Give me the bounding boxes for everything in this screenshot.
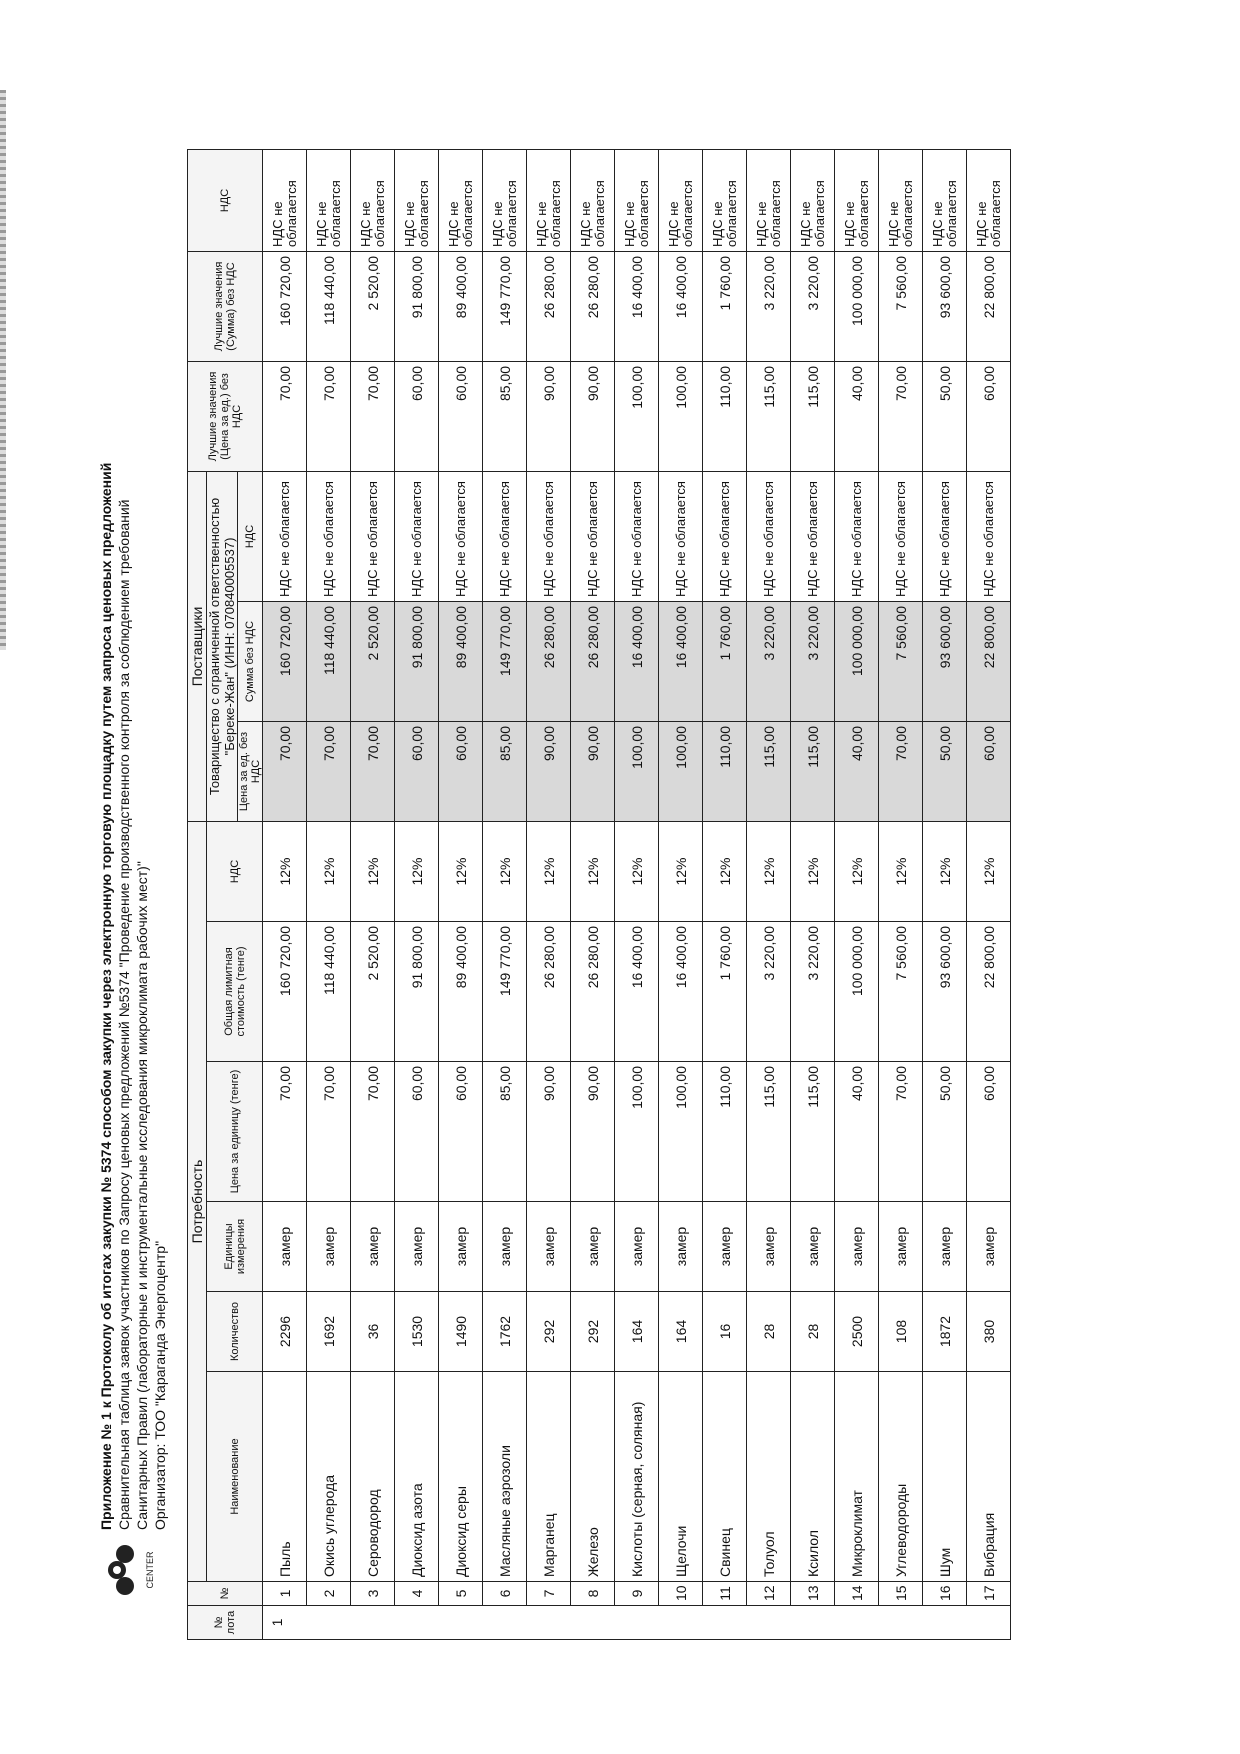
cell-unit: замер: [923, 1202, 967, 1292]
cell-name: Сероводород: [351, 1372, 395, 1582]
cell-sup-sum: 2 520,00: [351, 602, 395, 722]
cell-sup-price: 40,00: [835, 722, 879, 822]
cell-best-sum: 160 720,00: [263, 251, 307, 361]
cell-best-price: 90,00: [527, 361, 571, 471]
cell-best-sum: 3 220,00: [747, 251, 791, 361]
scan-edge-artifact: [0, 90, 6, 650]
document-header: [95, 200, 177, 1600]
cell-total: 22 800,00: [967, 922, 1011, 1062]
header-sup-vat: НДС: [238, 471, 263, 601]
cell-name: Вибрация: [967, 1372, 1011, 1582]
cell-price: 85,00: [483, 1062, 527, 1202]
cell-unit: замер: [263, 1202, 307, 1292]
header-qty: Количество: [207, 1292, 263, 1372]
cell-total: 91 800,00: [395, 922, 439, 1062]
cell-name: Толуол: [747, 1372, 791, 1582]
cell-best-vat: НДС не облагается: [703, 149, 747, 251]
cell-best-sum: 7 560,00: [879, 251, 923, 361]
table-row: [835, 149, 879, 1639]
header-group-need: Потребность: [188, 822, 207, 1582]
cell-sup-price: 85,00: [483, 722, 527, 822]
cell-total: 3 220,00: [747, 922, 791, 1062]
cell-num: 4: [395, 1582, 439, 1606]
table-row: [879, 149, 923, 1639]
table-row: [483, 149, 527, 1639]
table-row: [527, 149, 571, 1639]
cell-num: 7: [527, 1582, 571, 1606]
cell-sup-sum: 26 280,00: [571, 602, 615, 722]
cell-num: 3: [351, 1582, 395, 1606]
cell-sup-sum: 26 280,00: [527, 602, 571, 722]
table-row: [791, 149, 835, 1639]
cell-num: 1: [263, 1582, 307, 1606]
cell-name: Щелочи: [659, 1372, 703, 1582]
cell-qty: 28: [747, 1292, 791, 1372]
cell-num: 11: [703, 1582, 747, 1606]
cell-vat: 12%: [395, 822, 439, 922]
cell-sup-vat: НДС не облагается: [395, 471, 439, 601]
cell-sup-vat: НДС не облагается: [791, 471, 835, 601]
cell-total: 26 280,00: [527, 922, 571, 1062]
cell-num: 8: [571, 1582, 615, 1606]
cell-qty: 28: [791, 1292, 835, 1372]
cell-total: 2 520,00: [351, 922, 395, 1062]
cell-sup-price: 70,00: [307, 722, 351, 822]
cell-name: Кислоты (серная, соляная): [615, 1372, 659, 1582]
cell-best-price: 70,00: [307, 361, 351, 471]
cell-sup-vat: НДС не облагается: [879, 471, 923, 601]
document-page: [95, 130, 1095, 1640]
cell-best-sum: 149 770,00: [483, 251, 527, 361]
table-row: [439, 149, 483, 1639]
cell-vat: 12%: [703, 822, 747, 922]
cell-price: 90,00: [527, 1062, 571, 1202]
cell-total: 100 000,00: [835, 922, 879, 1062]
cell-price: 50,00: [923, 1062, 967, 1202]
cell-unit: замер: [879, 1202, 923, 1292]
cell-price: 60,00: [395, 1062, 439, 1202]
cell-num: 5: [439, 1582, 483, 1606]
cell-qty: 292: [571, 1292, 615, 1372]
cell-vat: 12%: [307, 822, 351, 922]
cell-unit: замер: [527, 1202, 571, 1292]
cell-best-vat: НДС не облагается: [791, 149, 835, 251]
cell-sup-price: 90,00: [527, 722, 571, 822]
cell-price: 100,00: [615, 1062, 659, 1202]
cell-qty: 292: [527, 1292, 571, 1372]
cell-best-price: 70,00: [879, 361, 923, 471]
cell-best-vat: НДС не облагается: [483, 149, 527, 251]
svg-text:CENTER: CENTER: [145, 1551, 155, 1589]
cell-sup-price: 90,00: [571, 722, 615, 822]
cell-unit: замер: [615, 1202, 659, 1292]
header-sup-price: Цена за ед. без НДС: [238, 722, 263, 822]
cell-sup-vat: НДС не облагается: [483, 471, 527, 601]
cell-sup-price: 50,00: [923, 722, 967, 822]
cell-best-sum: 3 220,00: [791, 251, 835, 361]
cell-vat: 12%: [615, 822, 659, 922]
cell-qty: 16: [703, 1292, 747, 1372]
cell-total: 1 760,00: [703, 922, 747, 1062]
cell-vat: 12%: [351, 822, 395, 922]
cell-num: 16: [923, 1582, 967, 1606]
cell-vat: 12%: [879, 822, 923, 922]
cell-sup-vat: НДС не облагается: [967, 471, 1011, 601]
cell-sup-vat: НДС не облагается: [439, 471, 483, 601]
cell-qty: 1490: [439, 1292, 483, 1372]
cell-best-sum: 26 280,00: [571, 251, 615, 361]
cell-price: 70,00: [879, 1062, 923, 1202]
cell-total: 160 720,00: [263, 922, 307, 1062]
cell-vat: 12%: [835, 822, 879, 922]
cell-sup-price: 70,00: [263, 722, 307, 822]
table-row: [571, 149, 615, 1639]
cell-best-vat: НДС не облагается: [747, 149, 791, 251]
cell-best-price: 60,00: [439, 361, 483, 471]
header-unit: Единицы измерения: [207, 1202, 263, 1292]
cell-sup-sum: 16 400,00: [615, 602, 659, 722]
cell-qty: 380: [967, 1292, 1011, 1372]
cell-qty: 2296: [263, 1292, 307, 1372]
cell-vat: 12%: [659, 822, 703, 922]
cell-sup-price: 60,00: [395, 722, 439, 822]
table-row: [263, 149, 307, 1639]
cell-sup-vat: НДС не облагается: [923, 471, 967, 601]
lot-number: 1: [263, 1606, 1011, 1640]
cell-best-vat: НДС не облагается: [835, 149, 879, 251]
cell-best-price: 40,00: [835, 361, 879, 471]
cell-sup-vat: НДС не облагается: [835, 471, 879, 601]
cell-sup-sum: 91 800,00: [395, 602, 439, 722]
header-name: Наименование: [207, 1372, 263, 1582]
header-num: №: [188, 1582, 263, 1606]
cell-num: 2: [307, 1582, 351, 1606]
cell-price: 115,00: [747, 1062, 791, 1202]
table-row: [967, 149, 1011, 1639]
cell-sup-vat: НДС не облагается: [571, 471, 615, 601]
header-total: Общая лимитная стоимость (тенге): [207, 922, 263, 1062]
cell-sup-vat: НДС не облагается: [351, 471, 395, 601]
header-subtitle: Сравнительная таблица заявок участников по Запросу ценовых предложений №5374 "Проведение производственного контроля за соблюдением требований: [116, 499, 132, 1530]
cell-best-vat: НДС не облагается: [571, 149, 615, 251]
table-row: [307, 149, 351, 1639]
cell-name: Микроклимат: [835, 1372, 879, 1582]
cell-best-price: 110,00: [703, 361, 747, 471]
cell-best-price: 50,00: [923, 361, 967, 471]
cell-total: 16 400,00: [615, 922, 659, 1062]
header-lot: № лота: [188, 1606, 263, 1640]
cell-best-vat: НДС не облагается: [659, 149, 703, 251]
cell-name: Углеводороды: [879, 1372, 923, 1582]
cell-best-vat: НДС не облагается: [307, 149, 351, 251]
cell-best-vat: НДС не облагается: [615, 149, 659, 251]
cell-sup-vat: НДС не облагается: [615, 471, 659, 601]
cell-best-sum: 2 520,00: [351, 251, 395, 361]
cell-price: 70,00: [263, 1062, 307, 1202]
cell-name: Диоксид азота: [395, 1372, 439, 1582]
cell-unit: замер: [703, 1202, 747, 1292]
cell-num: 17: [967, 1582, 1011, 1606]
table-row: [615, 149, 659, 1639]
cell-best-vat: НДС не облагается: [439, 149, 483, 251]
cell-best-price: 70,00: [351, 361, 395, 471]
cell-sup-sum: 89 400,00: [439, 602, 483, 722]
cell-name: Марганец: [527, 1372, 571, 1582]
cell-sup-sum: 1 760,00: [703, 602, 747, 722]
cell-best-price: 115,00: [747, 361, 791, 471]
cell-qty: 164: [659, 1292, 703, 1372]
header-supplier-name: Товарищество с ограниченной ответственностью "Береке-Жан" (ИНН: 070840005537): [207, 471, 238, 821]
cell-unit: замер: [351, 1202, 395, 1292]
cell-name: Шум: [923, 1372, 967, 1582]
cell-sup-sum: 3 220,00: [747, 602, 791, 722]
cell-best-price: 115,00: [791, 361, 835, 471]
cell-sup-vat: НДС не облагается: [263, 471, 307, 601]
cell-sup-price: 115,00: [791, 722, 835, 822]
cell-sup-sum: 160 720,00: [263, 602, 307, 722]
cell-sup-vat: НДС не облагается: [527, 471, 571, 601]
cell-sup-sum: 22 800,00: [967, 602, 1011, 722]
cell-best-price: 85,00: [483, 361, 527, 471]
header-organizer: Организатор: ТОО "Караганда Энергоцентр": [152, 1240, 168, 1530]
cell-price: 100,00: [659, 1062, 703, 1202]
cell-total: 118 440,00: [307, 922, 351, 1062]
cell-total: 3 220,00: [791, 922, 835, 1062]
cell-best-vat: НДС не облагается: [351, 149, 395, 251]
cell-price: 60,00: [967, 1062, 1011, 1202]
cell-best-price: 60,00: [395, 361, 439, 471]
cell-name: Окись углерода: [307, 1372, 351, 1582]
cell-best-price: 60,00: [967, 361, 1011, 471]
cell-num: 6: [483, 1582, 527, 1606]
cell-unit: замер: [483, 1202, 527, 1292]
cell-name: Пыль: [263, 1372, 307, 1582]
cell-best-sum: 16 400,00: [615, 251, 659, 361]
cell-best-vat: НДС не облагается: [967, 149, 1011, 251]
cell-sup-sum: 149 770,00: [483, 602, 527, 722]
cell-price: 90,00: [571, 1062, 615, 1202]
cell-total: 7 560,00: [879, 922, 923, 1062]
cell-best-vat: НДС не облагается: [923, 149, 967, 251]
cell-sup-price: 70,00: [351, 722, 395, 822]
cell-unit: замер: [439, 1202, 483, 1292]
cell-unit: замер: [571, 1202, 615, 1292]
cell-sup-price: 60,00: [439, 722, 483, 822]
cell-sup-vat: НДС не облагается: [659, 471, 703, 601]
cell-unit: замер: [307, 1202, 351, 1292]
header-title: Приложение № 1 к Протоколу об итогах закупки № 5374 способом закупки через электронную торговую площадку путем запроса ценовых предложений: [98, 462, 114, 1530]
table-row: [351, 149, 395, 1639]
header-best-sum: Лучшие значения (Сумма) без НДС: [188, 251, 263, 361]
cell-best-sum: 1 760,00: [703, 251, 747, 361]
cell-sup-price: 70,00: [879, 722, 923, 822]
cell-best-sum: 89 400,00: [439, 251, 483, 361]
cell-name: Ксилол: [791, 1372, 835, 1582]
cell-best-sum: 118 440,00: [307, 251, 351, 361]
cell-qty: 1692: [307, 1292, 351, 1372]
cell-num: 10: [659, 1582, 703, 1606]
cell-num: 9: [615, 1582, 659, 1606]
table-row: [659, 149, 703, 1639]
cell-sup-sum: 7 560,00: [879, 602, 923, 722]
cell-price: 115,00: [791, 1062, 835, 1202]
cell-vat: 12%: [483, 822, 527, 922]
cell-num: 15: [879, 1582, 923, 1606]
cell-total: 93 600,00: [923, 922, 967, 1062]
cell-qty: 1762: [483, 1292, 527, 1372]
cell-qty: 1530: [395, 1292, 439, 1372]
cell-sup-price: 115,00: [747, 722, 791, 822]
cell-price: 60,00: [439, 1062, 483, 1202]
cell-unit: замер: [395, 1202, 439, 1292]
cell-qty: 1872: [923, 1292, 967, 1372]
cell-name: Масляные аэрозоли: [483, 1372, 527, 1582]
cell-best-price: 70,00: [263, 361, 307, 471]
cell-sup-sum: 16 400,00: [659, 602, 703, 722]
cell-price: 110,00: [703, 1062, 747, 1202]
header-best-vat: НДС: [188, 149, 263, 251]
cell-sup-sum: 93 600,00: [923, 602, 967, 722]
cell-best-vat: НДС не облагается: [263, 149, 307, 251]
cell-sup-vat: НДС не облагается: [307, 471, 351, 601]
cell-name: Диоксид серы: [439, 1372, 483, 1582]
cell-sup-price: 60,00: [967, 722, 1011, 822]
cell-vat: 12%: [263, 822, 307, 922]
cell-vat: 12%: [791, 822, 835, 922]
cell-best-vat: НДС не облагается: [527, 149, 571, 251]
cell-best-price: 100,00: [615, 361, 659, 471]
cell-unit: замер: [791, 1202, 835, 1292]
cell-vat: 12%: [527, 822, 571, 922]
cell-vat: 12%: [967, 822, 1011, 922]
cell-price: 70,00: [351, 1062, 395, 1202]
cell-best-sum: 93 600,00: [923, 251, 967, 361]
cell-sup-price: 110,00: [703, 722, 747, 822]
comparison-table: [187, 149, 1011, 1640]
cell-total: 149 770,00: [483, 922, 527, 1062]
cell-sup-vat: НДС не облагается: [747, 471, 791, 601]
cell-vat: 12%: [747, 822, 791, 922]
cell-sup-sum: 3 220,00: [791, 602, 835, 722]
cell-name: Свинец: [703, 1372, 747, 1582]
table-row: [395, 149, 439, 1639]
header-group-suppliers: Поставщики: [188, 471, 207, 821]
cell-price: 40,00: [835, 1062, 879, 1202]
header-vat: НДС: [207, 822, 263, 922]
cell-total: 16 400,00: [659, 922, 703, 1062]
cell-vat: 12%: [439, 822, 483, 922]
cell-best-sum: 16 400,00: [659, 251, 703, 361]
cell-qty: 36: [351, 1292, 395, 1372]
cell-num: 13: [791, 1582, 835, 1606]
cell-best-sum: 91 800,00: [395, 251, 439, 361]
cell-vat: 12%: [571, 822, 615, 922]
cell-best-sum: 22 800,00: [967, 251, 1011, 361]
table-body: [263, 149, 1011, 1639]
cell-best-price: 100,00: [659, 361, 703, 471]
cell-qty: 2500: [835, 1292, 879, 1372]
cell-num: 12: [747, 1582, 791, 1606]
cell-best-sum: 26 280,00: [527, 251, 571, 361]
header-subtitle-cont: Санитарных Правил (лабораторные и инструментальные исследования микроклимата рабочих мест)": [134, 861, 150, 1530]
cell-price: 70,00: [307, 1062, 351, 1202]
cell-total: 26 280,00: [571, 922, 615, 1062]
cell-sup-sum: 100 000,00: [835, 602, 879, 722]
table-row: [747, 149, 791, 1639]
cell-qty: 164: [615, 1292, 659, 1372]
company-logo: [101, 1540, 161, 1600]
cell-total: 89 400,00: [439, 922, 483, 1062]
cell-best-sum: 100 000,00: [835, 251, 879, 361]
header-unit-price: Цена за единицу (тенге): [207, 1062, 263, 1202]
cell-unit: замер: [747, 1202, 791, 1292]
cell-unit: замер: [967, 1202, 1011, 1292]
cell-sup-sum: 118 440,00: [307, 602, 351, 722]
table-row: [923, 149, 967, 1639]
cell-sup-price: 100,00: [615, 722, 659, 822]
cell-best-vat: НДС не облагается: [395, 149, 439, 251]
cell-sup-price: 100,00: [659, 722, 703, 822]
cell-num: 14: [835, 1582, 879, 1606]
table-row: [703, 149, 747, 1639]
header-sup-sum: Сумма без НДС: [238, 602, 263, 722]
cell-best-vat: НДС не облагается: [879, 149, 923, 251]
cell-vat: 12%: [923, 822, 967, 922]
cell-name: Железо: [571, 1372, 615, 1582]
cell-unit: замер: [835, 1202, 879, 1292]
header-best-price: Лучшие значения (Цена за ед.) без НДС: [188, 361, 263, 471]
cell-sup-vat: НДС не облагается: [703, 471, 747, 601]
cell-unit: замер: [659, 1202, 703, 1292]
cell-best-price: 90,00: [571, 361, 615, 471]
cell-qty: 108: [879, 1292, 923, 1372]
